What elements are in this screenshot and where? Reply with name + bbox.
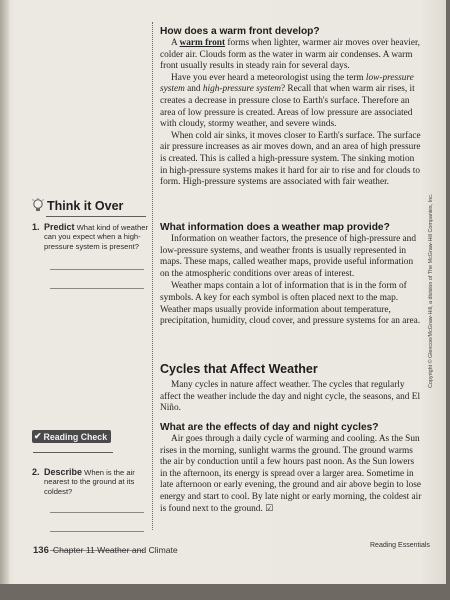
answer-line[interactable] [50, 288, 144, 289]
reading-check-box [32, 426, 150, 551]
question-number: 1. [32, 222, 40, 232]
paragraph: Have you ever heard a meteorologist using the term low-pressure system and high-pressure system? Recall that when warm air rises, it creates a decrease in pressure close to Earth's surface. Therefore an area of low pressure is created. Areas of low pressure are associated with cloudy, stormy weather, and severe winds. [160, 72, 415, 130]
question-2 [32, 468, 150, 496]
paragraph: A warm front forms when lighter, warmer air moves over heavier, colder air. Clouds form as the water in warm air condenses. A warm front usually results in steady rain for several days. [160, 38, 420, 72]
think-it-over-rule [46, 216, 146, 217]
page-number: 136 [33, 545, 49, 556]
question-verb: Predict [44, 222, 75, 232]
question-verb: Describe [44, 467, 83, 477]
section-heading: What information does a weather map provide? [160, 222, 390, 233]
think-it-over-title: Think it Over [47, 199, 124, 213]
paragraph: When cold air sinks, it moves closer to Earth's surface. The surface air pressure increases as air moves down, and an area of high pressure is created. This is called a high-pressure system. The sinking motion in high-pressure systems makes it hard for air to rise and for clouds to form. High-pressure systems are associated with fair weather. [160, 130, 421, 188]
lightbulb-icon [32, 198, 44, 214]
section-heading: What are the effects of day and night cycles? [160, 422, 379, 433]
section-cycles [160, 362, 422, 415]
reading-check-rule [33, 452, 113, 453]
chapter-label: Chapter 11 Weather and Climate [52, 545, 178, 555]
checkbox-check-icon: ☑ [265, 503, 274, 514]
section-title: Cycles that Affect Weather [160, 362, 318, 376]
italic-term: high-pressure system [202, 84, 281, 95]
answer-line[interactable] [50, 269, 144, 270]
think-it-over-box [32, 198, 150, 289]
reading-check-title: Reading Check [43, 431, 108, 442]
section-day-night [160, 422, 422, 515]
section-warm-front [160, 26, 422, 189]
paragraph: Weather maps contain a lot of information that is in the form of symbols. A key for each symbol is often placed next to the map. Weather maps usually provide information about temperature, precipitation, humidity, cloud cover, and pressure systems for an area. [160, 281, 421, 327]
book-title: Reading Essentials [370, 542, 430, 549]
paragraph: Many cycles in nature affect weather. The cycles that regularly affect the weather include the day and night cycle, the seasons, and El Niño. [160, 380, 421, 414]
question-1 [32, 223, 150, 251]
section-weather-map [160, 222, 422, 328]
column-divider [152, 22, 153, 530]
question-text: What kind of weather can you expect when a high-pressure system is present? [44, 223, 148, 251]
key-term: warm front [179, 38, 226, 48]
paragraph: Information on weather factors, the presence of high-pressure and low-pressure systems, and weather fronts is usually represented in maps. These maps, called weather maps, provide useful information on the atmospheric conditions over areas of interest. [160, 234, 416, 279]
answer-line[interactable] [50, 531, 144, 532]
answer-line[interactable] [50, 512, 144, 513]
italic-term: low-pressure system [160, 72, 414, 95]
question-number: 2. [32, 467, 40, 477]
reading-check-badge [32, 430, 111, 443]
question-text: When is the air nearest to the ground at its coldest? [44, 468, 135, 496]
page-spine-shadow [0, 0, 9, 584]
copyright-notice: Copyright © Glencoe/McGraw-Hill, a division of The McGraw-Hill Companies, Inc. [428, 193, 434, 388]
section-heading: How does a warm front develop? [160, 26, 320, 37]
paragraph: Air goes through a daily cycle of warming and cooling. As the Sun rises in the morning, sunlight warms the ground. The ground warms the air by conduction until a few hours past noon. As the Sun lowers in the afternoon, its energy is spread over a larger area. Sometime in late afternoon or early evening, the ground and air above begin to lose energy and start to cool. By late night or early morning, the coldest air is found next to the ground. ☑ [160, 434, 422, 514]
footer-left [33, 545, 178, 556]
check-icon: ✔ [34, 431, 42, 441]
